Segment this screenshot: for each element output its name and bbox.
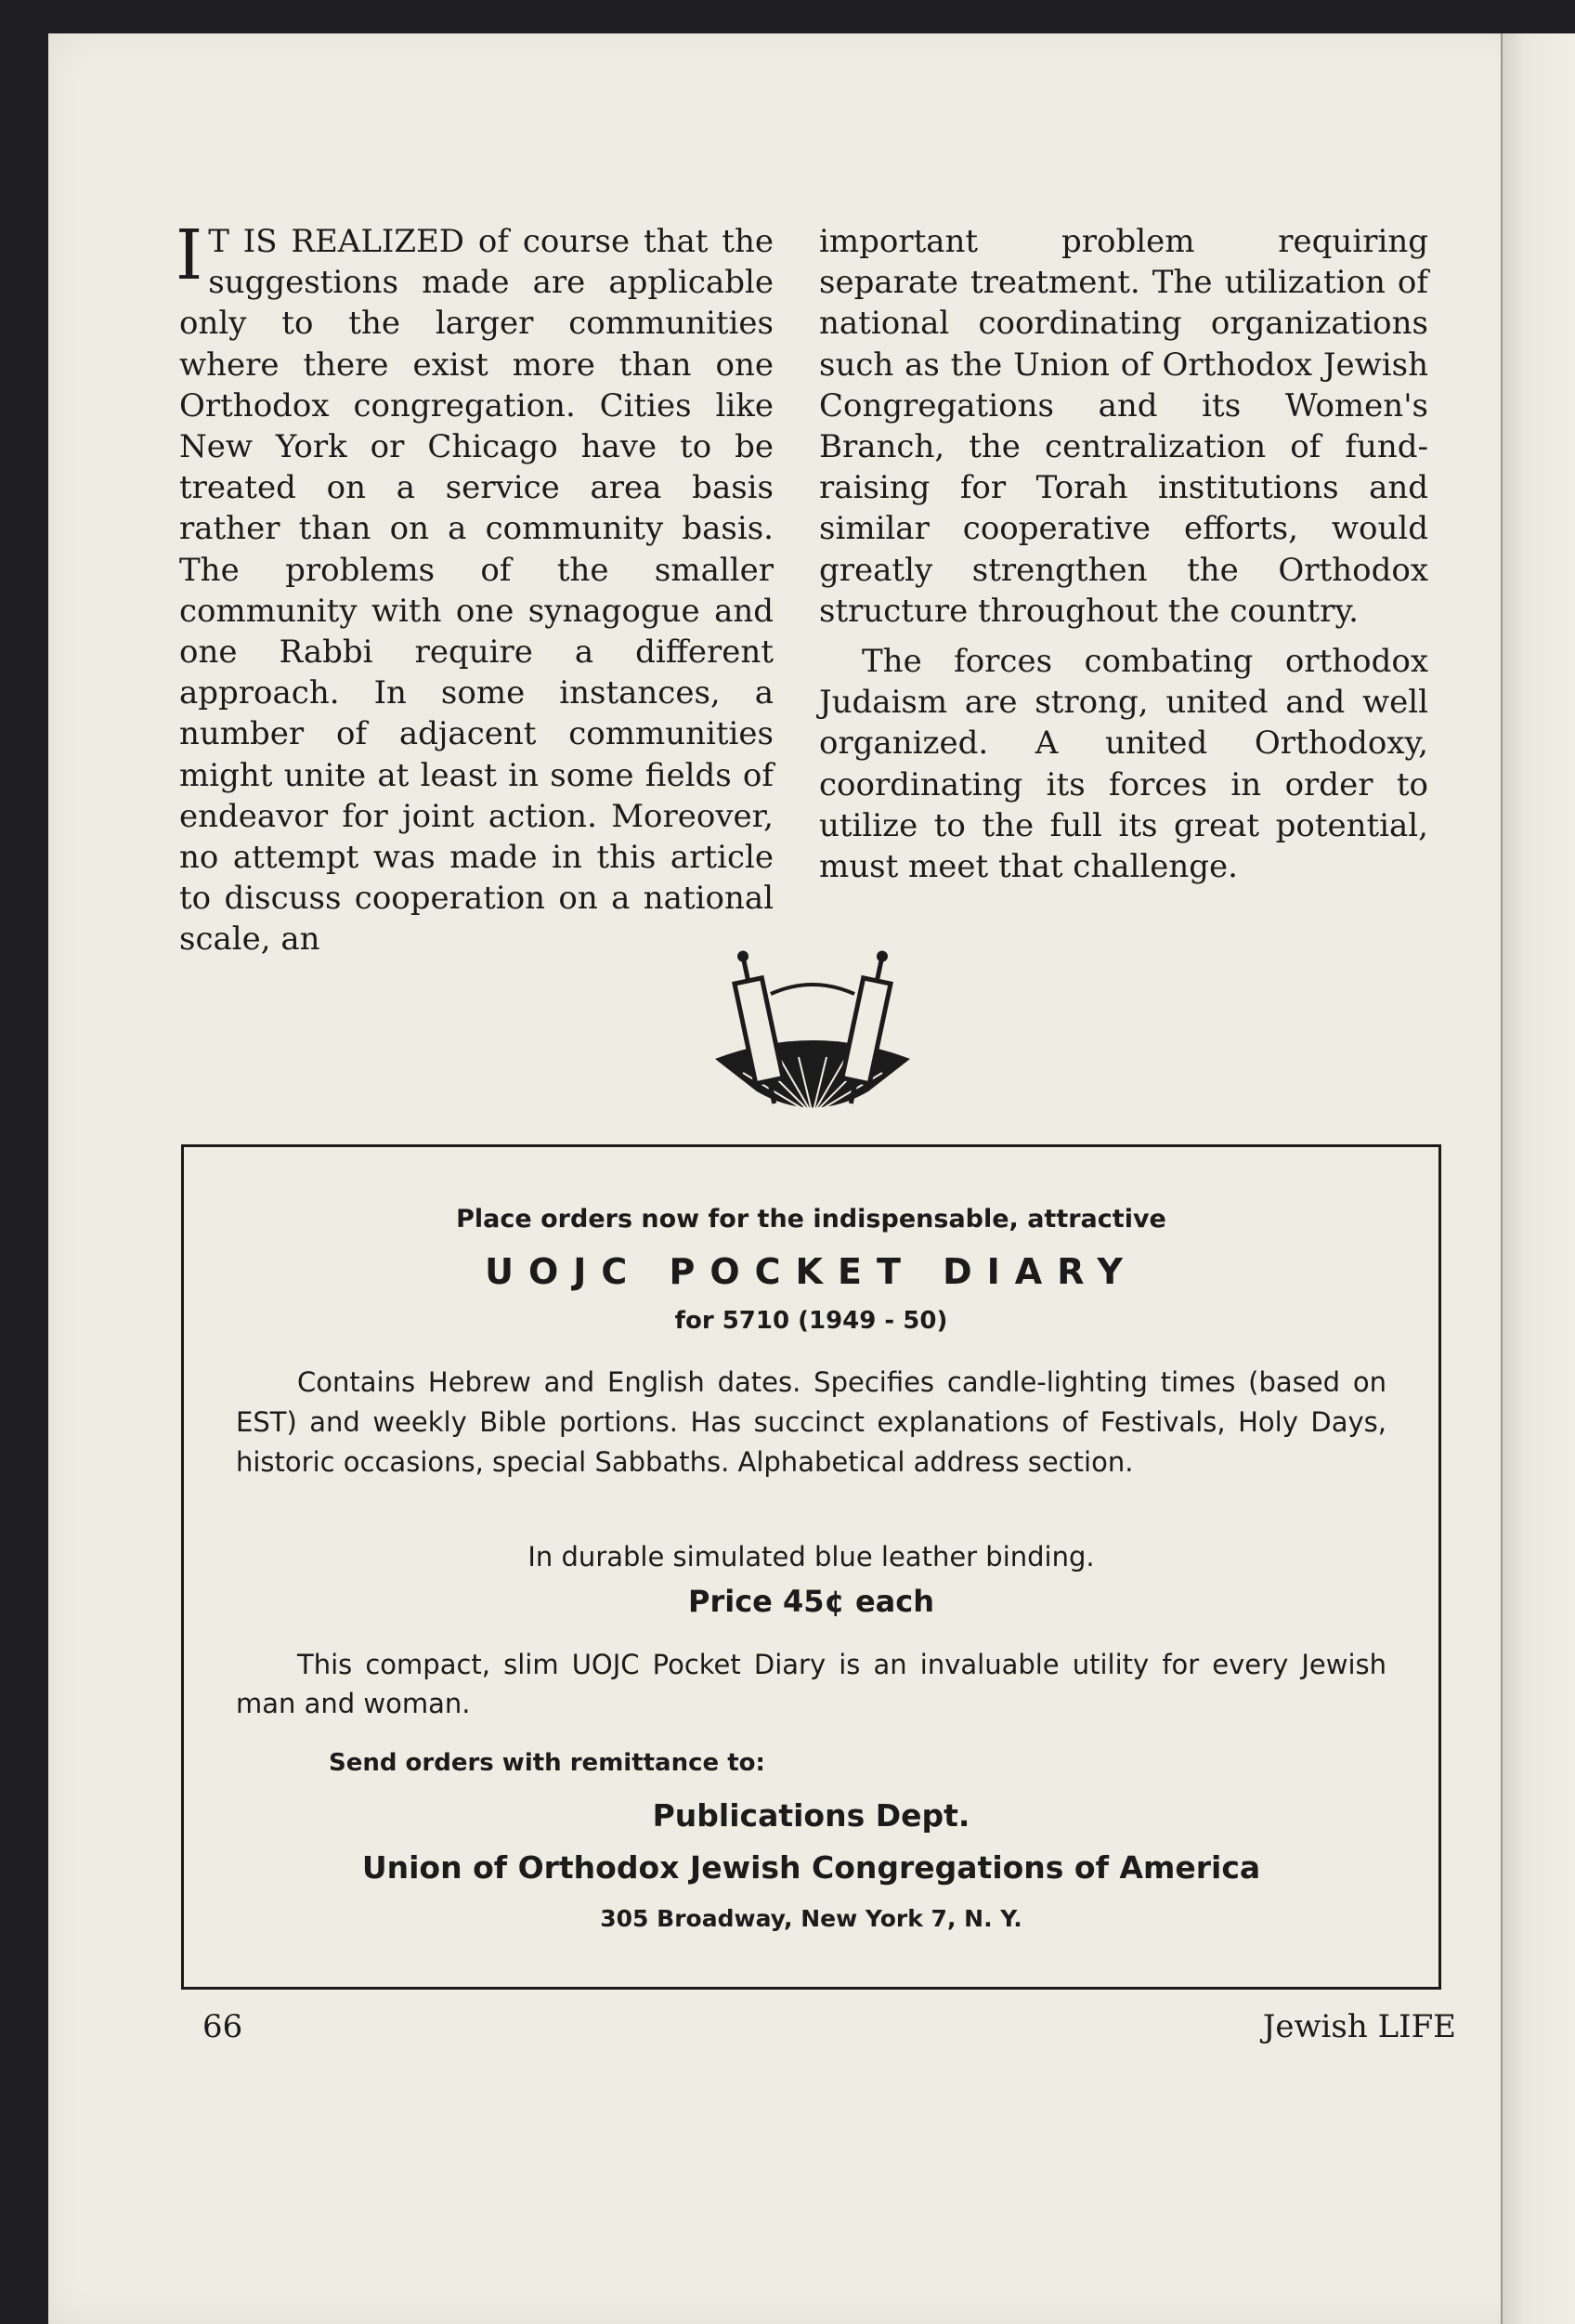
article-column-left	[176, 215, 774, 960]
ad-description: Contains Hebrew and English dates. Specifies candle-lighting times (based on EST) and weekly Bible portions. Has succinct explanations of Festivals, Holy Days, historic occasions, special Sabbaths. Alphabetical address section.	[236, 1366, 1386, 1478]
ad-compact-text: This compact, slim UOJC Pocket Diary is an invaluable utility for every Jewish man and woman.	[236, 1649, 1386, 1719]
ad-title: UOJC POCKET DIARY	[485, 1251, 1138, 1292]
article-paragraph-3: The forces combating orthodox Judaism are strong, united and well organized. A united Orthodoxy, coordinating its forces in order to utilize to the full its great potential, must meet that challenge.	[819, 643, 1428, 886]
next-page-edge	[1501, 33, 1575, 2324]
torah-scroll-icon	[706, 938, 919, 1124]
article-paragraph-2: important problem requiring separate treatment. The utilization of national coordinating organizations such as the Union of Orthodox Jewish Congregations and its Women's Branch, the centralization of fund-raising for Torah institutions and similar cooperative efforts, would greatly strengthen the Orthodox structure throughout the country.	[819, 223, 1428, 630]
ad-lead: Place orders now for the indispensable, attractive	[456, 1205, 1166, 1234]
ad-send-orders: Send orders with remittance to:	[329, 1749, 765, 1777]
ad-department: Publications Dept.	[652, 1797, 970, 1834]
page-number: 66	[202, 2008, 243, 2045]
drop-cap: I	[176, 215, 203, 295]
diary-advertisement	[181, 1144, 1441, 1990]
article-left-text: T IS REALIZED of course that the suggestions made are applicable only to the larger communities where there exist more than one Orthodox congregation. Cities like New York or Chicago have to be treated on a service area basis rather than on a community basis. The problems of the smaller community with one synagogue and one Rabbi require a different approach. In some instances, a number of adjacent communities might unite at least in some fields of endeavor for joint action. Moreover, no attempt was made in this article to discuss cooperation on a national scale, an	[179, 223, 774, 959]
ad-address: 305 Broadway, New York 7, N. Y.	[600, 1905, 1022, 1932]
ad-binding: In durable simulated blue leather binding.	[527, 1541, 1095, 1573]
article-paragraph-1	[176, 215, 774, 960]
magazine-name: Jewish LIFE	[1262, 2008, 1456, 2045]
ad-subtitle: for 5710 (1949 - 50)	[674, 1307, 948, 1335]
ad-price: Price 45¢ each	[688, 1584, 934, 1619]
ad-organization: Union of Orthodox Jewish Congregations of America	[361, 1849, 1261, 1886]
article-column-right	[819, 221, 1428, 887]
